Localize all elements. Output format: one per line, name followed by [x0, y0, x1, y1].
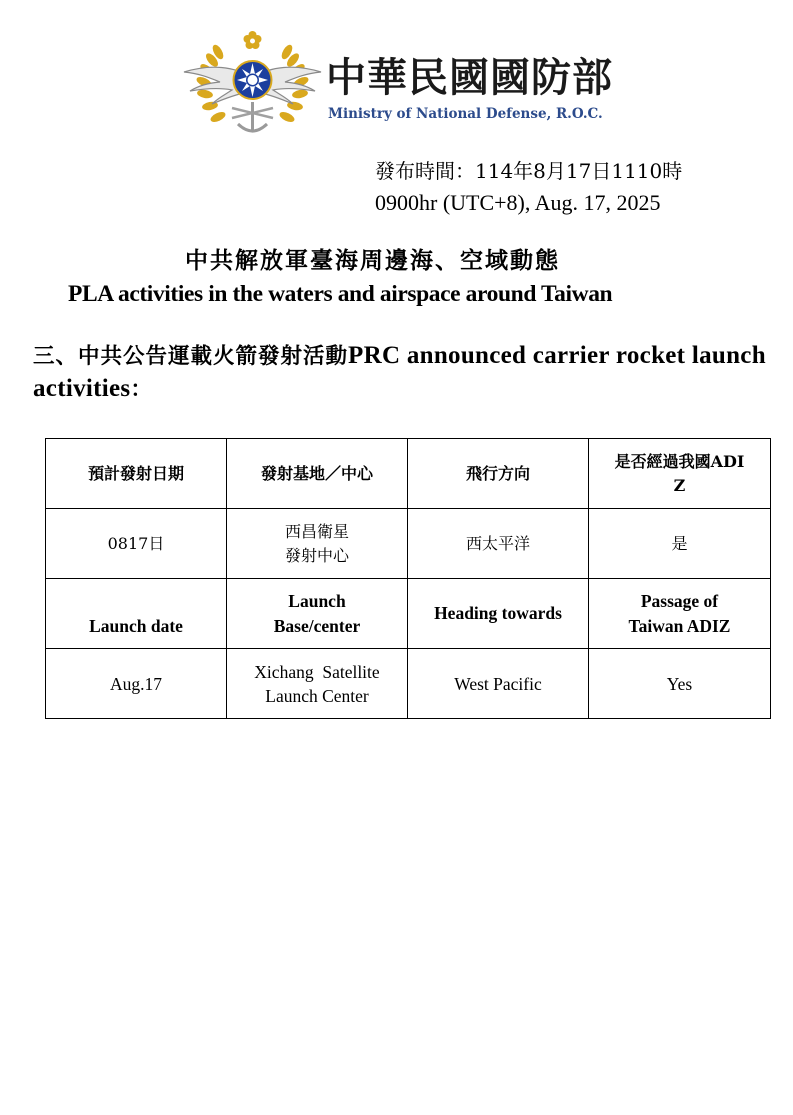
cell-adiz-en: Yes — [589, 649, 771, 719]
section-heading-en: PRC announced carrier rocket launch activities — [33, 342, 766, 402]
cell-launch-base-zh-line1: 西昌衛星 — [284, 521, 349, 541]
mnd-emblem-icon — [180, 28, 325, 138]
header-cell-adiz-en-line1: Passage of — [640, 590, 719, 611]
header-cell-adiz-en-line2: Taiwan ADIZ — [628, 615, 731, 636]
cell-launch-date-zh: 0817日 — [46, 509, 227, 579]
header-cell-launch-date-zh: 預計發射日期 — [46, 439, 227, 509]
cell-launch-base-en-line1: Xichang Satellite — [254, 661, 380, 682]
header-cell-heading-en: Heading towards — [408, 579, 589, 649]
release-info — [375, 156, 682, 218]
header-cell-heading-zh: 飛行方向 — [408, 439, 589, 509]
header-cell-adiz-zh-text: 是否經過我國ADIZ — [614, 451, 745, 495]
cell-launch-base-en — [227, 649, 408, 719]
cell-heading-zh: 西太平洋 — [408, 509, 589, 579]
header-cell-adiz-en — [589, 579, 771, 649]
cell-launch-base-en-line2: Launch Center — [265, 685, 369, 706]
section-heading — [33, 340, 773, 406]
cell-launch-date-en: Aug.17 — [46, 649, 227, 719]
section-heading-colon: ： — [130, 377, 153, 402]
table-header-row-en — [46, 579, 771, 649]
table-row-zh — [46, 509, 771, 579]
section-heading-zh: 三、中共公告運載火箭發射活動 — [33, 344, 349, 369]
ministry-name-zh: 中華民國國防部 — [326, 55, 613, 101]
document-title-en: PLA activities in the waters and airspace around Taiwan — [68, 281, 613, 307]
release-time-en: 0900hr (UTC+8), Aug. 17, 2025 — [375, 190, 661, 215]
header-cell-launch-base-en-line2: Base/center — [273, 615, 361, 636]
cell-launch-base-zh — [227, 509, 408, 579]
table-header-row-zh — [46, 439, 771, 509]
header-cell-launch-date-en: Launch date — [46, 579, 227, 649]
header-cell-launch-base-en-line1: Launch — [288, 590, 346, 611]
cell-heading-en: West Pacific — [408, 649, 589, 719]
header-cell-adiz-zh — [589, 439, 771, 509]
ministry-name-en: Ministry of National Defense, R.O.C. — [328, 106, 603, 122]
launch-activities-table — [45, 438, 771, 719]
cell-adiz-zh: 是 — [589, 509, 771, 579]
header-cell-launch-base-en — [227, 579, 408, 649]
cell-launch-base-zh-line2: 發射中心 — [284, 545, 349, 565]
document-title-zh: 中共解放軍臺海周邊海、空域動態 — [185, 247, 560, 274]
table-row-en — [46, 649, 771, 719]
header-cell-launch-base-zh: 發射基地／中心 — [227, 439, 408, 509]
release-time-zh: 發布時間：114年8月17日1110時 — [375, 159, 683, 183]
letterhead — [180, 28, 640, 138]
